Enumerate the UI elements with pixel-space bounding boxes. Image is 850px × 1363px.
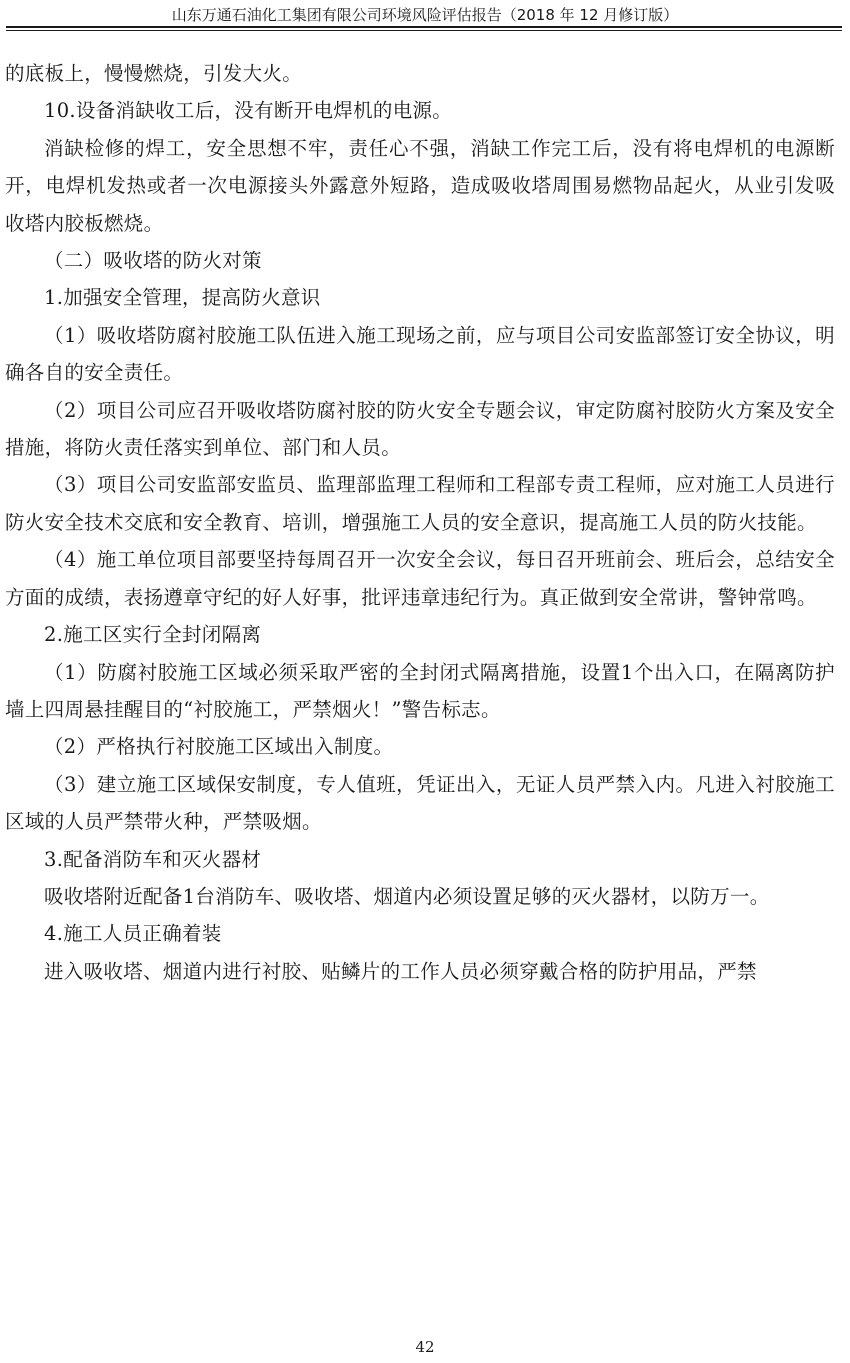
header-rule-thick (6, 26, 842, 28)
paragraph-item-10: 10.设备消缺收工后，没有断开电焊机的电源。 (44, 99, 453, 123)
header-rule-thin (6, 30, 842, 31)
paragraph-item-2-2: （2）严格执行衬胶施工区域出入制度。 (44, 735, 394, 759)
paragraph-continuation: 的底板上，慢慢燃烧，引发大火。 (5, 62, 303, 85)
paragraph-item-2-3: （3）建立施工区域保安制度，专人值班，凭证出入，无证人员严禁入内。凡进入衬胶施工区域的人员严禁带火种，严禁吸烟。 (5, 772, 835, 834)
section-heading-fire-countermeasures: （二）吸收塔的防火对策 (44, 249, 262, 273)
subheading-safety-management: 1.加强安全管理，提高防火意识 (44, 286, 321, 310)
paragraph-item-1-1: （1）吸收塔防腐衬胶施工队伍进入施工现场之前，应与项目公司安监部签订安全协议，明确各自的安全责任。 (5, 323, 835, 385)
subheading-enclosed-isolation: 2.施工区实行全封闭隔离 (44, 623, 262, 647)
subheading-fire-equipment: 3.配备消防车和灭火器材 (44, 847, 262, 871)
document-body (5, 55, 835, 990)
paragraph-proper-attire: 进入吸收塔、烟道内进行衬胶、贴鳞片的工作人员必须穿戴合格的防护用品，严禁 (44, 959, 757, 983)
paragraph-item-1-2: （2）项目公司应召开吸收塔防腐衬胶的防火安全专题会议，审定防腐衬胶防火方案及安全措施，将防火责任落实到单位、部门和人员。 (5, 398, 835, 460)
paragraph-welder-detail: 消缺检修的焊工，安全思想不牢，责任心不强，消缺工作完工后，没有将电焊机的电源断开，电焊机发热或者一次电源接头外露意外短路，造成吸收塔周围易燃物品起火，从业引发吸收塔内胶板燃烧。 (5, 136, 835, 235)
page-number: 42 (415, 1338, 435, 1356)
paragraph-item-1-4: （4）施工单位项目部要坚持每周召开一次安全会议，每日召开班前会、班后会，总结安全方面的成绩，表扬遵章守纪的好人好事，批评违章违纪行为。真正做到安全常讲，警钟常鸣。 (5, 548, 835, 609)
paragraph-fire-equipment: 吸收塔附近配备1台消防车、吸收塔、烟道内必须设置足够的灭火器材，以防万一。 (44, 884, 770, 908)
page-header (0, 0, 850, 38)
paragraph-item-2-1: （1）防腐衬胶施工区域必须采取严密的全封闭式隔离措施，设置1个出入口，在隔离防护墙上四周悬挂醒目的“衬胶施工，严禁烟火！”警告标志。 (5, 660, 835, 721)
header-title: 山东万通石油化工集团有限公司环境风险评估报告（2018 年 12 月修订版） (171, 6, 679, 24)
subheading-proper-attire: 4.施工人员正确着装 (44, 922, 222, 946)
paragraph-item-1-3: （3）项目公司安监部安监员、监理部监理工程师和工程部专责工程师，应对施工人员进行防火安全技术交底和安全教育、培训，增强施工人员的安全意识，提高施工人员的防火技能。 (5, 473, 835, 534)
